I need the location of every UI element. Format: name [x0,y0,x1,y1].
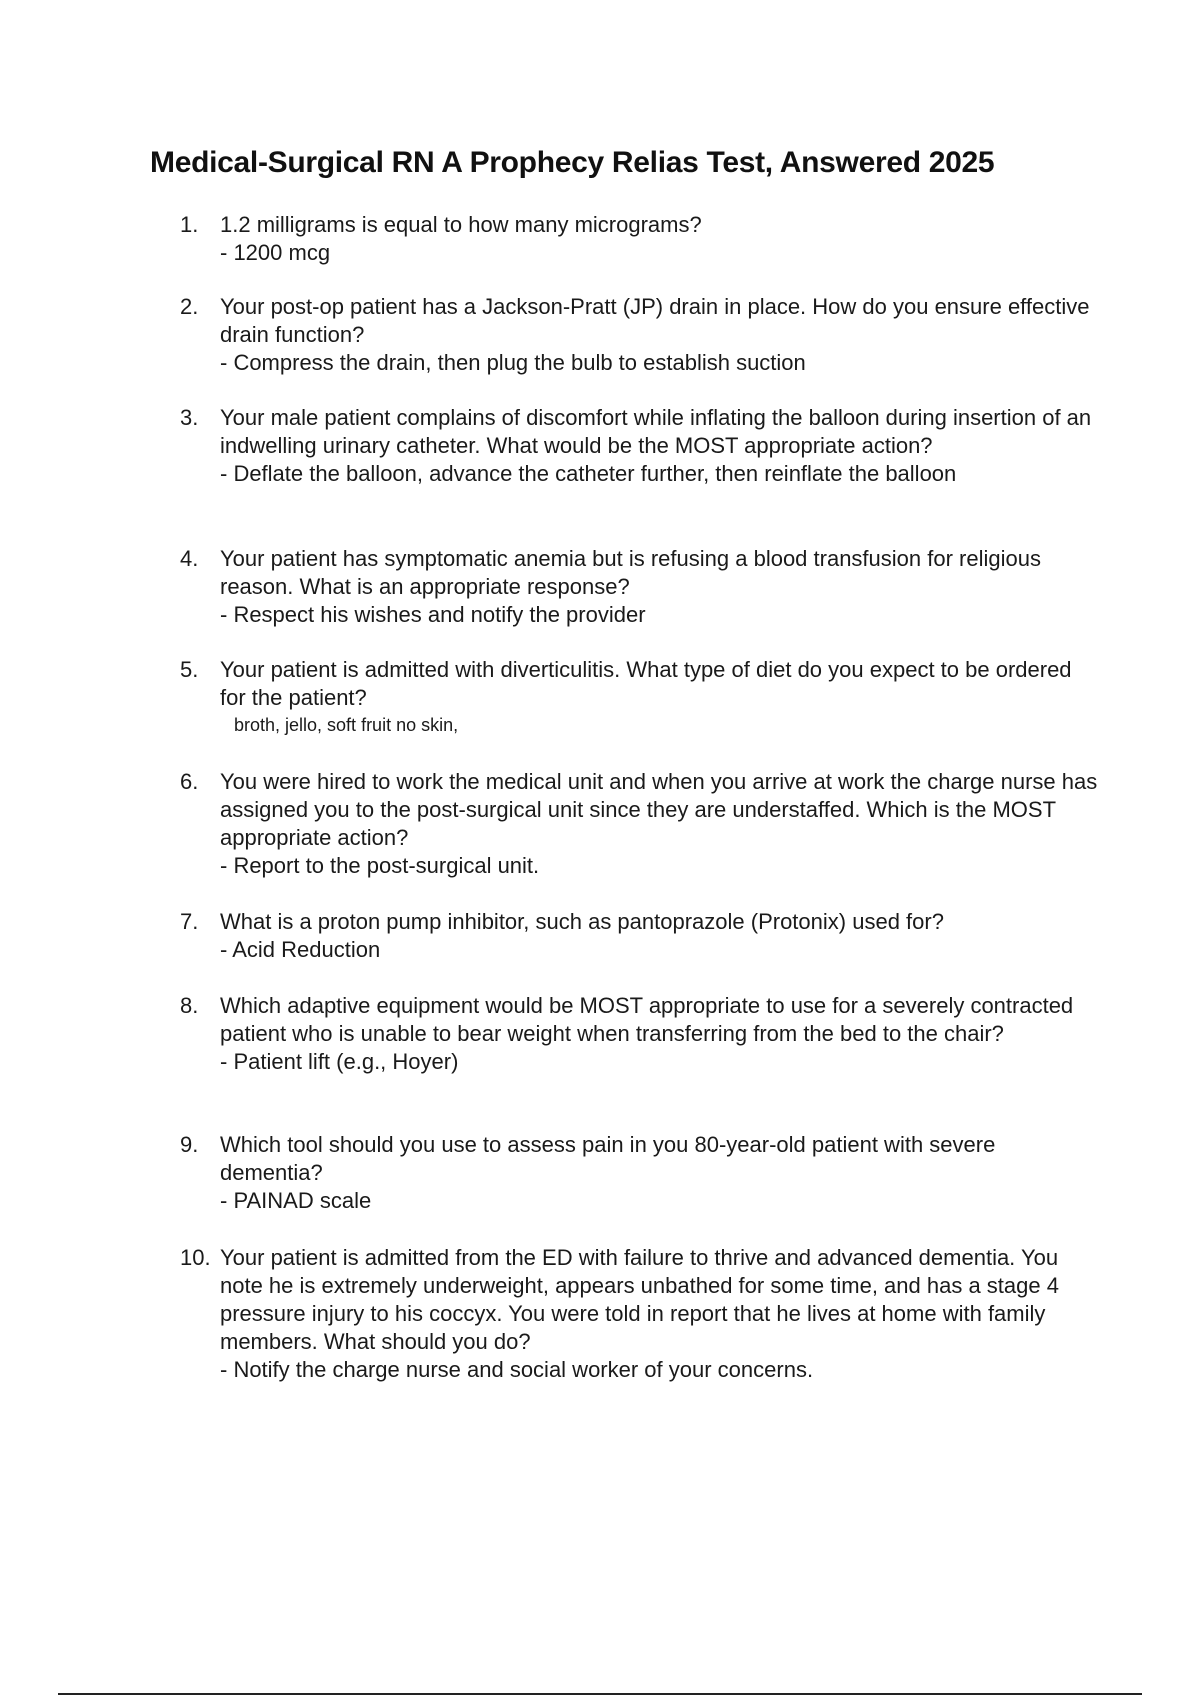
question-number: 7. [180,909,199,934]
question-body [220,545,1100,629]
question-text: Which adaptive equipment would be MOST appropriate to use for a severely contracted patient who is unable to bear weight when transferring from the bed to the chair? [220,993,1074,1046]
question-answer: - Acid Reduction [220,937,381,962]
question-number: 2. [180,294,199,319]
question-text: What is a proton pump inhibitor, such as pantoprazole (Protonix) used for? [220,909,944,934]
document-title: Medical-Surgical RN A Prophecy Relias Test, Answered 2025 [150,146,995,179]
question-number: 3. [180,405,199,430]
question-text: Which tool should you use to assess pain in you 80-year-old patient with severe dementia? [220,1132,996,1185]
question-body [220,768,1100,880]
question-text: You were hired to work the medical unit and when you arrive at work the charge nurse has assigned you to the post-surgical unit since they are understaffed. Which is the MOST appropriate action? [220,769,1098,850]
question-number: 4. [180,546,199,571]
question-answer: broth, jello, soft fruit no skin, [234,715,459,735]
question-body [220,908,1100,964]
question-answer: - Patient lift (e.g., Hoyer) [220,1049,459,1074]
question-body [220,1131,1100,1215]
question-answer: - 1200 mcg [220,240,331,265]
question-answer: - PAINAD scale [220,1188,372,1213]
question-number: 8. [180,993,199,1018]
question-number: 6. [180,769,199,794]
question-body [220,293,1100,377]
question-text: Your patient has symptomatic anemia but is refusing a blood transfusion for religious reason. What is an appropriate response? [220,546,1041,599]
question-number: 1. [180,212,199,237]
question-answer: - Notify the charge nurse and social worker of your concerns. [220,1357,814,1382]
question-number: 5. [180,657,199,682]
question-text: Your patient is admitted with diverticulitis. What type of diet do you expect to be ordered for the patient? [220,657,1072,710]
question-body [220,1244,1100,1384]
question-text: Your post-op patient has a Jackson-Pratt (JP) drain in place. How do you ensure effective drain function? [220,294,1090,347]
question-body [220,404,1100,488]
question-number: 9. [180,1132,199,1157]
question-answer: - Respect his wishes and notify the provider [220,602,646,627]
question-body [220,992,1100,1076]
question-text: Your male patient complains of discomfort while inflating the balloon during insertion of an indwelling urinary catheter. What would be the MOST appropriate action? [220,405,1092,458]
question-answer: - Report to the post-surgical unit. [220,853,540,878]
footer-divider [58,1693,1142,1695]
question-number: 10. [180,1245,211,1270]
question-text: Your patient is admitted from the ED with failure to thrive and advanced dementia. You note he is extremely underweight, appears unbathed for some time, and has a stage 4 pressure injury to his coccyx. You were told in report that he lives at home with family members. What should you do? [220,1245,1059,1354]
question-answer: - Compress the drain, then plug the bulb to establish suction [220,350,806,375]
question-answer: - Deflate the balloon, advance the catheter further, then reinflate the balloon [220,461,957,486]
question-body [220,211,1100,267]
question-body [220,656,1100,738]
question-text: 1.2 milligrams is equal to how many micrograms? [220,212,702,237]
